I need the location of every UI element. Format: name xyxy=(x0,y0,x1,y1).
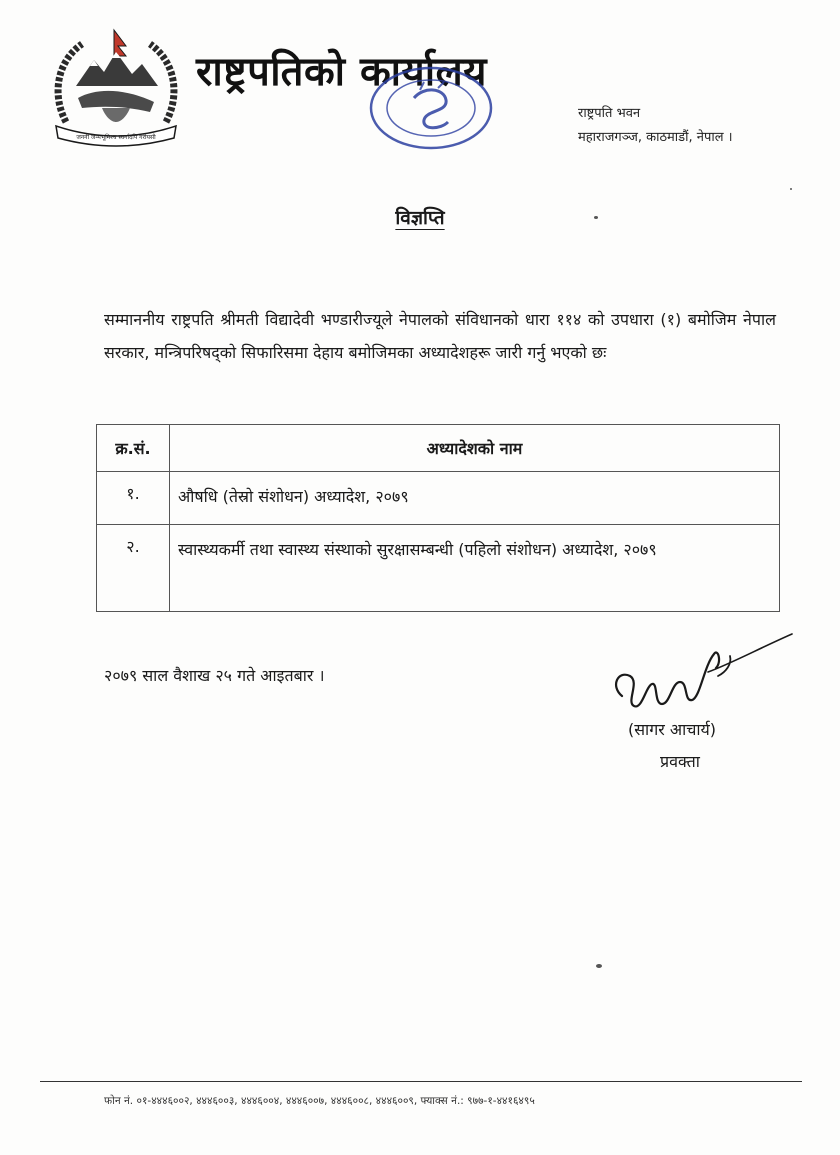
table-header-row xyxy=(97,425,780,472)
issue-date: २०७९ साल वैशाख २५ गते आइतबार । xyxy=(104,666,325,685)
footer-contact: फोन नं. ०१-४४४६००२, ४४४६००३, ४४४६००४, ४४४६००७, ४४४६००८, ४४४६००९, फ्याक्स नं.: ९७७-१-४४१६४९५ xyxy=(104,1095,535,1107)
footer-divider xyxy=(40,1081,802,1082)
scan-speck xyxy=(596,964,602,968)
handwritten-signature-icon xyxy=(600,626,796,722)
notice-body: सम्माननीय राष्ट्रपति श्रीमती विद्यादेवी भण्डारीज्यूले नेपालको संविधानको धारा ११४ को उपधारा (१) बमोजिम नेपाल सरकार, मन्त्रिपरिषद्को सिफारिसमा देहाय बमोजिमका अध्यादेशहरू जारी गर्नु भएको छः xyxy=(104,310,776,362)
office-address xyxy=(578,102,733,150)
signatory-title: प्रवक्ता xyxy=(660,752,700,771)
table-row xyxy=(97,472,780,525)
ordinance-table xyxy=(96,424,780,612)
emblem-motto: जननी जन्मभूमिश्च स्वर्गादपि गरीयसी xyxy=(76,134,156,141)
column-header-name: अध्यादेशको नाम xyxy=(170,425,780,472)
notice-heading xyxy=(0,204,840,230)
nepal-emblem-icon xyxy=(46,26,186,148)
row-ordinance-name: औषधि (तेस्रो संशोधन) अध्यादेश, २०७९ xyxy=(170,472,780,525)
scan-speck xyxy=(594,216,598,219)
address-line-1: राष्ट्रपति भवन xyxy=(578,106,641,121)
address-line-2: महाराजगञ्ज, काठमाडौं, नेपाल । xyxy=(578,130,733,145)
column-header-serial: क्र.सं. xyxy=(97,425,170,472)
table-row xyxy=(97,525,780,612)
row-serial: २. xyxy=(97,525,170,612)
office-title: राष्ट्रपतिको कार्यालय xyxy=(196,49,487,95)
signatory-name: (सागर आचार्य) xyxy=(628,720,717,739)
scan-speck xyxy=(790,188,792,190)
row-ordinance-name: स्वास्थ्यकर्मी तथा स्वास्थ्य संस्थाको सुरक्षासम्बन्धी (पहिलो संशोधन) अध्यादेश, २०७९ xyxy=(170,525,780,612)
row-serial: १. xyxy=(97,472,170,525)
official-seal-icon xyxy=(364,60,498,156)
notice-heading-text: विज्ञप्ति xyxy=(395,207,445,229)
